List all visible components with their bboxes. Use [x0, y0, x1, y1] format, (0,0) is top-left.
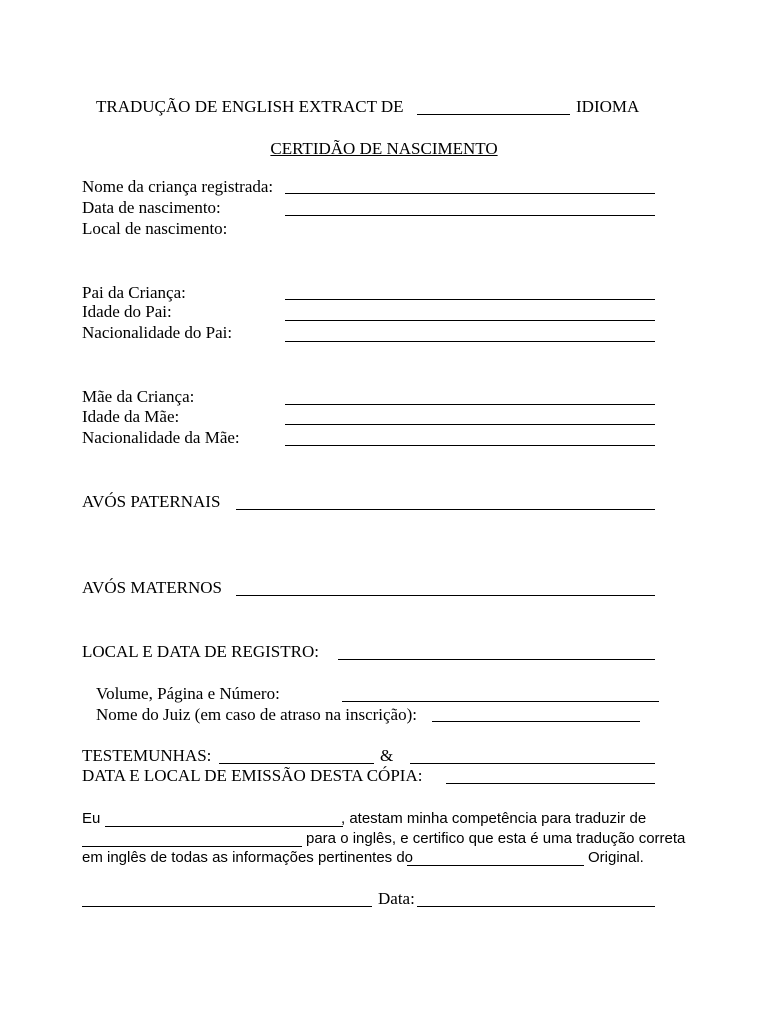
birth-place-label: Local de nascimento:	[82, 219, 228, 238]
maternal-grandparents-blank[interactable]	[236, 595, 655, 596]
maternal-grandparents-label: AVÓS MATERNOS	[82, 578, 222, 597]
mother-nationality-label: Nacionalidade da Mãe:	[82, 428, 240, 447]
father-name-label: Pai da Criança:	[82, 283, 186, 302]
registry-place-date-blank[interactable]	[338, 659, 655, 660]
issuance-label: DATA E LOCAL DE EMISSÃO DESTA CÓPIA:	[82, 766, 423, 785]
birth-date-label: Data de nascimento:	[82, 198, 221, 217]
judge-blank[interactable]	[432, 721, 640, 722]
issuance-blank[interactable]	[446, 783, 655, 784]
father-age-label: Idade do Pai:	[82, 302, 172, 321]
language-blank-line[interactable]	[417, 114, 570, 115]
child-name-label: Nome da criança registrada:	[82, 177, 274, 196]
birth-date-blank[interactable]	[285, 215, 655, 216]
witnesses-label: TESTEMUNHAS:	[82, 746, 212, 765]
certification-line1-text: , atestam minha competência para traduzir de	[341, 810, 647, 827]
father-nationality-label: Nacionalidade do Pai:	[82, 323, 233, 342]
mother-name-blank[interactable]	[285, 404, 655, 405]
signature-date-blank[interactable]	[417, 906, 655, 907]
certification-eu: Eu	[82, 810, 101, 827]
mother-name-label: Mãe da Criança:	[82, 387, 195, 406]
original-document-blank[interactable]	[407, 865, 584, 866]
certification-original: Original.	[588, 849, 644, 866]
paternal-grandparents-label: AVÓS PATERNAIS	[82, 492, 221, 511]
witness-one-blank[interactable]	[219, 763, 374, 764]
document-title: CERTIDÃO DE NASCIMENTO	[270, 139, 498, 158]
mother-age-label: Idade da Mãe:	[82, 407, 180, 426]
header-prefix: TRADUÇÃO DE ENGLISH EXTRACT DE	[96, 97, 404, 116]
father-age-blank[interactable]	[285, 320, 655, 321]
witnesses-ampersand: &	[380, 746, 394, 765]
paternal-grandparents-blank[interactable]	[236, 509, 655, 510]
judge-label: Nome do Juiz (em caso de atraso na inscrição):	[96, 705, 417, 724]
certification-line2-text: para o inglês, e certifico que esta é uma tradução correta	[306, 830, 686, 847]
signature-date-label: Data:	[378, 889, 415, 908]
header-suffix: IDIOMA	[576, 97, 640, 116]
mother-nationality-blank[interactable]	[285, 445, 655, 446]
father-nationality-blank[interactable]	[285, 341, 655, 342]
source-language-blank[interactable]	[82, 846, 302, 847]
certification-line3-text: em inglês de todas as informações pertinentes do	[82, 849, 414, 866]
registry-place-date-label: LOCAL E DATA DE REGISTRO:	[82, 642, 319, 661]
signature-blank[interactable]	[82, 906, 372, 907]
father-name-blank[interactable]	[285, 299, 655, 300]
translator-name-blank[interactable]	[105, 826, 343, 827]
witness-two-blank[interactable]	[410, 763, 655, 764]
mother-age-blank[interactable]	[285, 424, 655, 425]
volume-label: Volume, Página e Número:	[96, 684, 280, 703]
volume-blank[interactable]	[342, 701, 659, 702]
child-name-blank[interactable]	[285, 193, 655, 194]
